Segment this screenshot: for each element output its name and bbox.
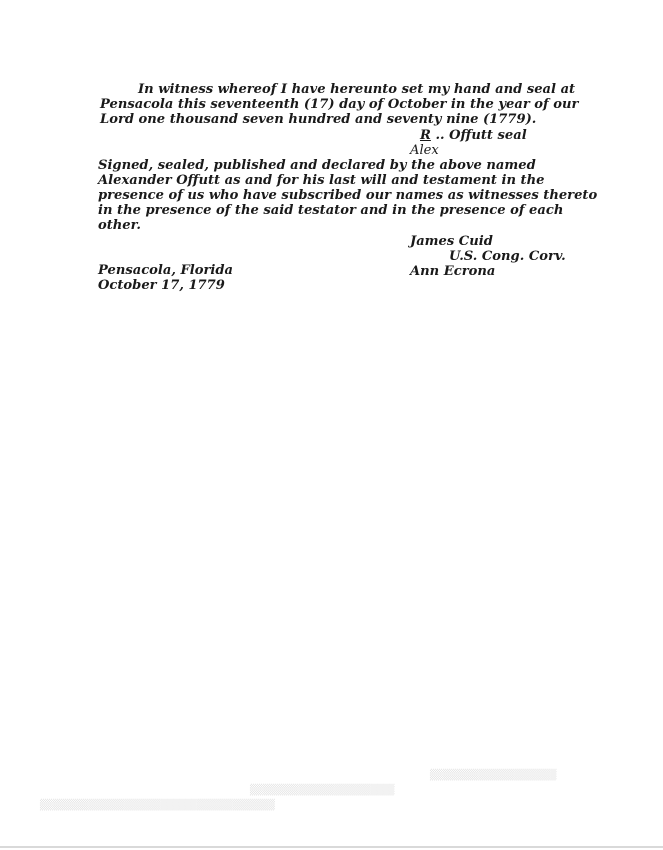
paragraph2-line-2: Alexander Offutt as and for his last will and testament in the <box>98 173 545 188</box>
bleed-through-text-3: ▒▒▒▒▒▒▒▒▒▒▒▒▒▒▒▒▒▒▒▒▒▒▒▒▒▒▒▒▒▒▒▒▒▒▒▒▒▒▒ <box>40 800 275 811</box>
paragraph2-line-1: Signed, sealed, published and declared by the above named <box>98 158 536 173</box>
signature-mark-letter: R <box>420 128 431 143</box>
paragraph2-line-3: presence of us who have subscribed our names as witnesses thereto <box>98 188 598 203</box>
page-bottom-edge <box>0 846 663 848</box>
place-line: Pensacola, Florida <box>98 263 233 278</box>
paragraph1-line-1: In witness whereof I have hereunto set my hand and seal at <box>138 82 576 97</box>
bleed-through-text-1: ▒▒▒▒▒▒▒▒▒▒▒▒▒▒▒▒▒▒▒▒▒ <box>430 770 557 781</box>
paragraph2-line-5: other. <box>98 218 141 233</box>
date-line: October 17, 1779 <box>98 278 225 293</box>
paragraph1-line-3: Lord one thousand seven hundred and seventy nine (1779). <box>100 112 537 127</box>
witness-name-1: James Cuid <box>410 234 493 249</box>
signature-mark <box>420 128 527 143</box>
witness-name-2: Ann Ecrona <box>410 264 496 279</box>
signature-name-alex: Alex <box>410 143 439 158</box>
bleed-through-text-2: ▒▒▒▒▒▒▒▒▒▒▒▒▒▒▒▒▒▒▒▒▒▒▒▒ <box>250 785 395 796</box>
witness-title-1: U.S. Cong. Corv. <box>449 249 566 264</box>
paragraph1-line-2: Pensacola this seventeenth (17) day of October in the year of our <box>100 97 579 112</box>
signature-mark-rest: .. Offutt seal <box>430 128 527 143</box>
paragraph2-line-4: in the presence of the said testator and in the presence of each <box>98 203 564 218</box>
